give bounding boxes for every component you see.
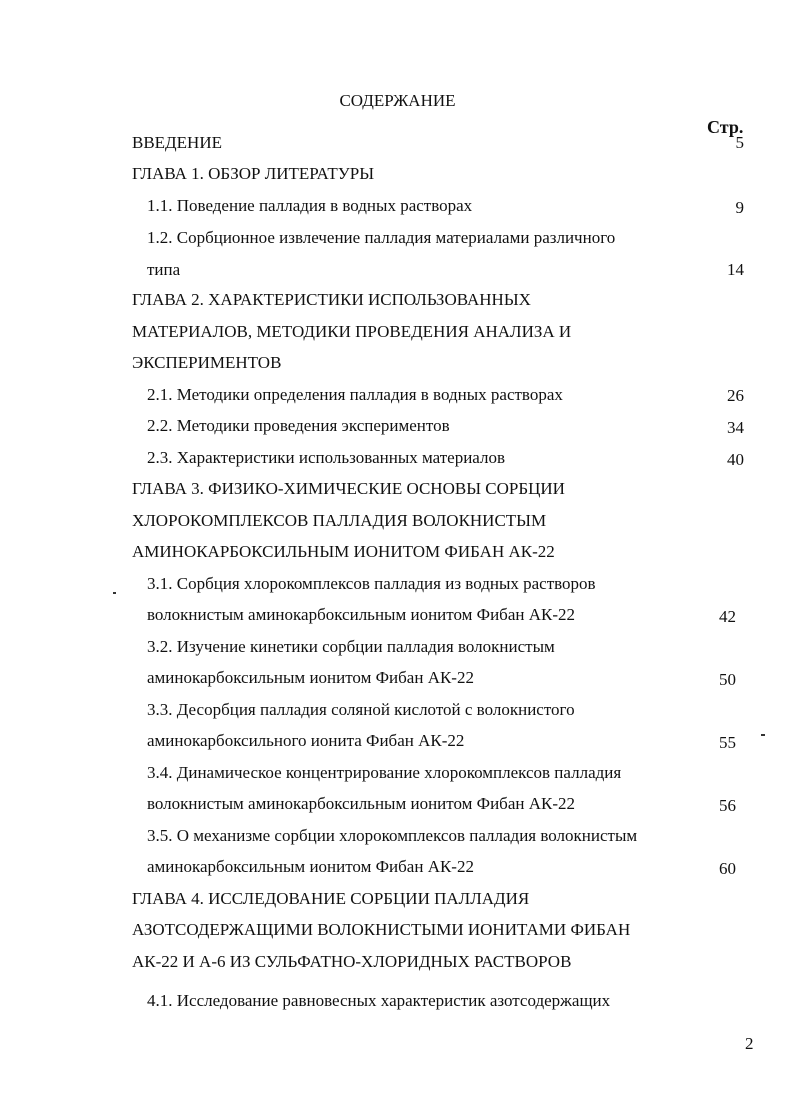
toc-line: 3.2. Изучение кинетики сорбции палладия волокнистым [147,637,555,656]
toc-line: 3.5. О механизме сорбции хлорокомплексов палладия волокнистым [147,826,638,845]
toc-line: 2.2. Методики проведения экспериментов [147,416,450,435]
toc-page: 55 [719,733,736,752]
toc-page: 42 [719,607,736,626]
toc-page: 56 [719,796,736,815]
toc-page: 14 [727,260,744,279]
toc-line: 4.1. Исследование равновесных характеристик азотсодержащих [147,991,611,1010]
toc-line: 3.4. Динамическое концентрирование хлорокомплексов палладия [147,763,622,782]
toc-line: ГЛАВА 4. ИССЛЕДОВАНИЕ СОРБЦИИ ПАЛЛАДИЯ [132,889,530,908]
toc-line: волокнистым аминокарбоксильным ионитом Фибан АК-22 [147,794,575,813]
toc-line: аминокарбоксильным ионитом Фибан АК-22 [147,857,474,876]
toc-page: 34 [727,418,744,437]
toc-line: аминокарбоксильным ионитом Фибан АК-22 [147,668,474,687]
toc-page: 60 [719,859,736,878]
toc-line: МАТЕРИАЛОВ, МЕТОДИКИ ПРОВЕДЕНИЯ АНАЛИЗА И [132,322,572,341]
toc-line: ВВЕДЕНИЕ [132,133,222,152]
toc-page: 50 [719,670,736,689]
toc-page: 40 [727,450,744,469]
toc-line: ГЛАВА 2. ХАРАКТЕРИСТИКИ ИСПОЛЬЗОВАННЫХ [132,290,531,309]
toc-line: ГЛАВА 3. ФИЗИКО-ХИМИЧЕСКИЕ ОСНОВЫ СОРБЦИИ [132,479,565,498]
toc-line: 3.1. Сорбция хлорокомплексов палладия из водных растворов [147,574,596,593]
toc-page: 9 [735,198,744,217]
toc-line: аминокарбоксильного ионита Фибан АК-22 [147,731,465,750]
scan-speck [113,592,116,594]
toc-line: типа [147,260,181,279]
toc-line: ХЛОРОКОМПЛЕКСОВ ПАЛЛАДИЯ ВОЛОКНИСТЫМ [132,511,547,530]
page-number: 2 [745,1034,754,1053]
page-column-label: Стр. [707,117,744,137]
toc-line: 3.3. Десорбция палладия соляной кислотой с волокнистого [147,700,575,719]
toc-line: 2.1. Методики определения палладия в водных растворах [147,385,563,404]
toc-line: АЗОТСОДЕРЖАЩИМИ ВОЛОКНИСТЫМИ ИОНИТАМИ ФИБАН [132,920,631,939]
toc-line: ЭКСПЕРИМЕНТОВ [132,353,282,372]
toc-page: 5 [735,133,744,152]
toc-line: АК-22 И А-6 ИЗ СУЛЬФАТНО-ХЛОРИДНЫХ РАСТВОРОВ [132,952,572,971]
toc-line: АМИНОКАРБОКСИЛЬНЫМ ИОНИТОМ ФИБАН АК-22 [132,542,555,561]
toc-line: волокнистым аминокарбоксильным ионитом Фибан АК-22 [147,605,575,624]
toc-line: ГЛАВА 1. ОБЗОР ЛИТЕРАТУРЫ [132,164,375,183]
toc-page: 26 [727,386,744,405]
scan-speck [761,734,765,736]
toc-line: 1.2. Сорбционное извлечение палладия материалами различного [147,228,616,247]
toc-title: СОДЕРЖАНИЕ [339,91,456,110]
toc-line: 2.3. Характеристики использованных материалов [147,448,506,467]
toc-line: 1.1. Поведение палладия в водных растворах [147,196,473,215]
